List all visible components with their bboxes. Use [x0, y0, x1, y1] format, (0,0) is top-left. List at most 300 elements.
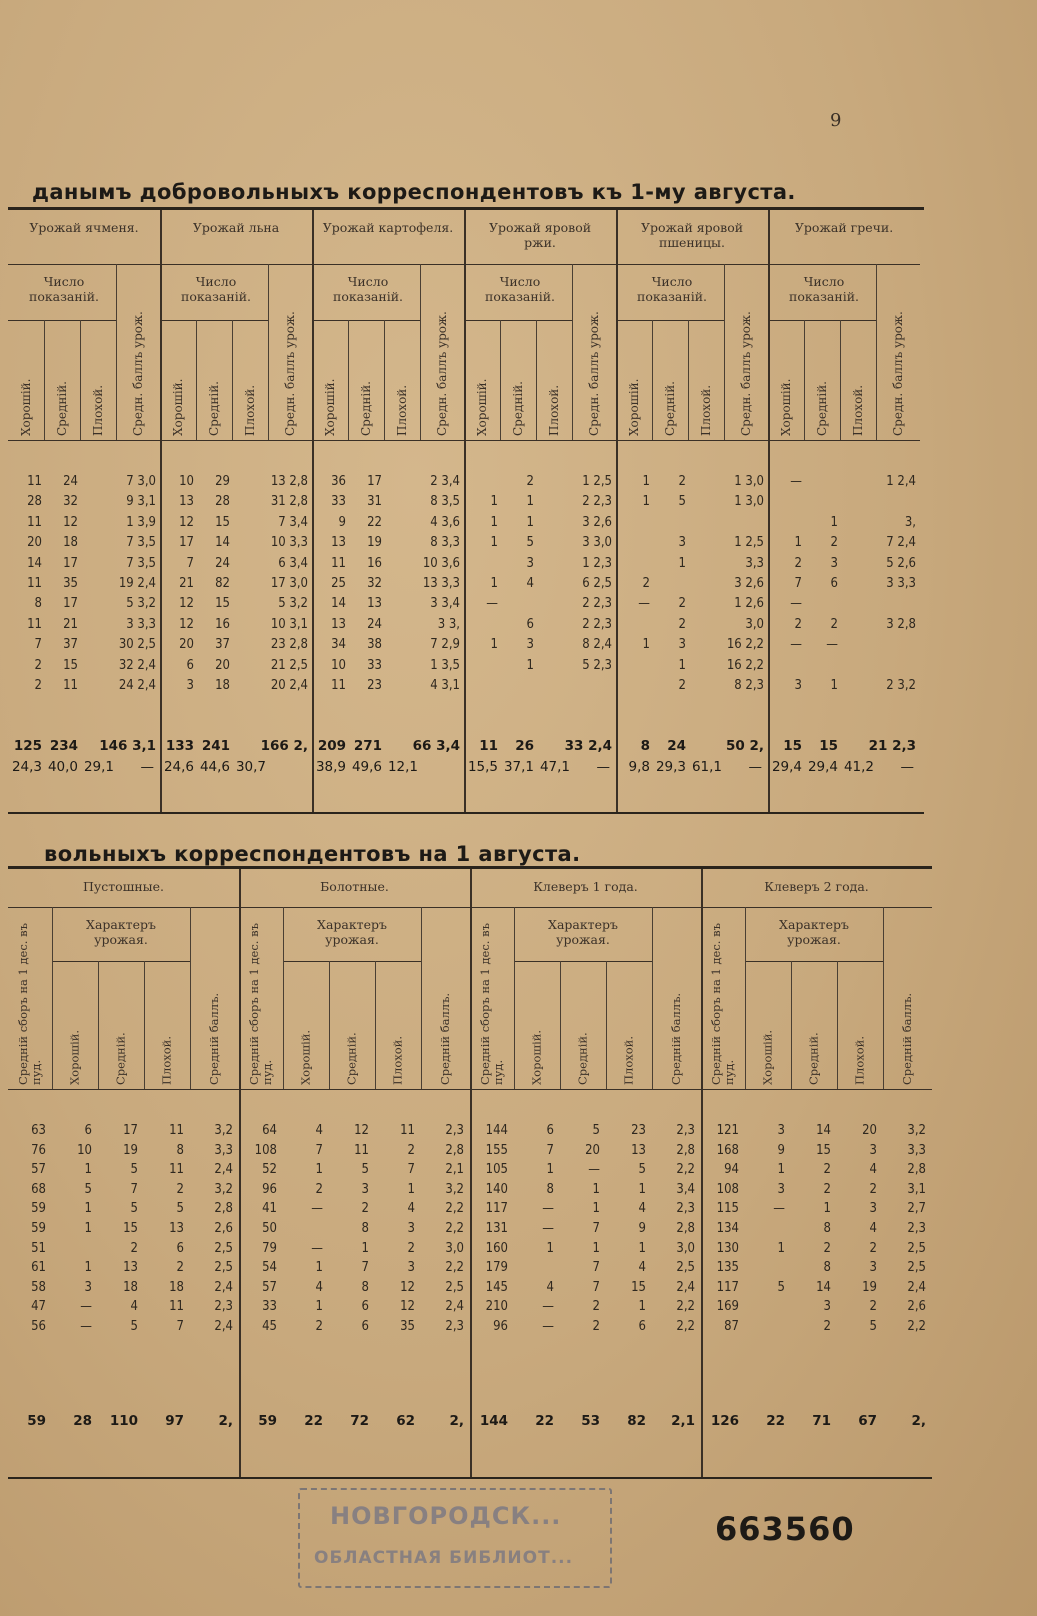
data-cell: 54 [262, 1260, 277, 1276]
data-cell: 5 2,6 [886, 555, 916, 571]
data-column [837, 1123, 877, 1339]
column-divider [536, 320, 537, 440]
sub-label: Число показаній. [484, 274, 556, 304]
data-cell: 11 [27, 616, 42, 632]
total-cell: 144 [479, 1413, 508, 1429]
total-cell: 71 [812, 1413, 831, 1429]
total-cell: 110 [109, 1413, 138, 1429]
data-cell: 3 3,3 [126, 616, 156, 632]
column-divider [52, 907, 53, 1089]
crop-group-5 [768, 210, 920, 812]
data-cell: 7 [794, 575, 802, 591]
data-cell: 21 [179, 575, 194, 591]
data-cell: 115 [716, 1201, 739, 1217]
data-cell: 5 [176, 1201, 184, 1217]
data-cell: 20 [585, 1142, 600, 1158]
data-cell: — [542, 1299, 554, 1315]
data-cell: 6 [638, 1318, 646, 1334]
column-divider [500, 320, 501, 440]
data-cell: 1 [642, 637, 650, 653]
data-cell: 1 [526, 657, 534, 673]
data-cell: 2,3 [907, 1220, 926, 1236]
data-cell: 23 [367, 677, 382, 693]
data-column [160, 474, 194, 698]
header-rule [701, 907, 932, 908]
data-cell: 82 [215, 575, 230, 591]
column-header: Хорошій. [19, 378, 33, 436]
stamp-line-1: НОВГОРОДСК... [330, 1502, 562, 1530]
data-cell: 2,5 [676, 1260, 695, 1276]
data-cell: 3 2,8 [886, 616, 916, 632]
data-cell: 17 [63, 596, 78, 612]
data-cell: 121 [716, 1123, 739, 1138]
data-cell: 1 [642, 474, 650, 489]
data-column [768, 474, 802, 698]
data-cell: 2 [592, 1299, 600, 1315]
data-cell: 210 [485, 1299, 508, 1315]
data-cell: 19 [367, 535, 382, 551]
column-header: Хорошій. [323, 378, 337, 436]
data-cell: 30 2,5 [118, 637, 156, 653]
data-cell: 3 3,0 [582, 535, 612, 551]
data-cell: 2 [34, 677, 42, 693]
column-divider [144, 961, 145, 1089]
data-cell: 5 3,2 [126, 596, 156, 612]
data-cell: 130 [716, 1240, 739, 1256]
data-cell: 13 [169, 1220, 184, 1236]
total-cell: 234 [49, 738, 78, 754]
data-cell: 1 [361, 1240, 369, 1256]
data-cell: 2,5 [214, 1260, 233, 1276]
data-cell: 87 [724, 1318, 739, 1334]
data-cell: 7 [315, 1142, 323, 1158]
column-divider [329, 961, 330, 1089]
data-cell: 14 [816, 1279, 831, 1295]
data-cell: 2,3 [676, 1201, 695, 1217]
data-cell: 3,4 [676, 1181, 695, 1197]
data-cell: 31 [367, 494, 382, 510]
data-cell: 1 [638, 1181, 646, 1197]
data-cell: 9 [777, 1142, 785, 1158]
data-cell: 2,4 [214, 1279, 233, 1295]
data-cell: 8 [34, 596, 42, 612]
column-divider [116, 264, 117, 440]
sub-rule [160, 320, 268, 321]
data-cell: 7 [592, 1220, 600, 1236]
total-cell: 67 [858, 1413, 877, 1429]
data-cell: 1 [823, 1201, 831, 1217]
column-header: Плохой. [852, 1036, 867, 1085]
data-cell: 7 2,9 [430, 637, 460, 653]
column-divider [876, 264, 877, 440]
data-cell: 168 [716, 1142, 739, 1158]
total-cell: 22 [304, 1413, 323, 1429]
data-column [421, 1123, 464, 1339]
total-cell: 50 2, [725, 738, 764, 754]
data-cell: 2 [315, 1318, 323, 1334]
data-cell: — [773, 1201, 785, 1217]
data-cell: 15 [123, 1220, 138, 1236]
data-cell: 21 2,5 [270, 657, 308, 673]
data-cell: 2,7 [907, 1201, 926, 1217]
data-cell: 76 [31, 1142, 46, 1158]
crop-group-3 [464, 210, 616, 812]
total-cell: 21 2,3 [868, 738, 916, 754]
data-cell: 5 [869, 1318, 877, 1334]
percent-cell: 29,3 [655, 759, 686, 775]
data-cell: 2,2 [445, 1260, 464, 1276]
percent-cell: 47,1 [539, 759, 570, 775]
data-cell: 12 [179, 596, 194, 612]
data-cell: 3 [869, 1142, 877, 1158]
column-divider [421, 907, 422, 1089]
data-column [44, 474, 78, 698]
data-column [688, 474, 764, 698]
total-cell: 59 [27, 1413, 46, 1429]
data-cell: — [638, 596, 650, 612]
column-header: Средн. баллъ урож. [131, 311, 145, 436]
data-cell: 18 [169, 1279, 184, 1295]
data-cell: 2,4 [214, 1162, 233, 1178]
data-cell: 16 2,2 [726, 657, 764, 673]
data-cell: 64 [262, 1123, 277, 1138]
data-cell: 3 [830, 555, 838, 571]
header-bottom-rule [464, 440, 616, 441]
data-cell: 5 [84, 1181, 92, 1197]
data-cell: 11 [27, 514, 42, 530]
column-divider [232, 320, 233, 440]
data-cell: 16 [215, 616, 230, 632]
data-cell: 6 [546, 1123, 554, 1138]
data-cell: 2 [678, 474, 686, 489]
column-divider [375, 961, 376, 1089]
data-cell: 56 [31, 1318, 46, 1334]
data-cell: 13 3,3 [422, 575, 460, 591]
header-rule [8, 907, 239, 908]
data-cell: 79 [262, 1240, 277, 1256]
data-cell: 11 [169, 1123, 184, 1138]
data-cell: 1 3,5 [430, 657, 460, 673]
column-header: Средн. баллъ урож. [587, 311, 601, 436]
data-cell: 3 [869, 1260, 877, 1276]
header-rule [312, 264, 464, 265]
data-cell: 15 [631, 1279, 646, 1295]
data-cell: 59 [31, 1201, 46, 1217]
data-cell: 17 [123, 1123, 138, 1138]
data-cell: 94 [724, 1162, 739, 1178]
data-cell: 8 2,3 [734, 677, 764, 693]
data-cell: 5 [130, 1201, 138, 1217]
data-cell: 160 [485, 1240, 508, 1256]
data-cell: 14 [331, 596, 346, 612]
page-number: 9 [830, 110, 842, 131]
data-cell: 3 [777, 1181, 785, 1197]
data-cell: 17 [367, 474, 382, 489]
data-column [232, 474, 308, 698]
data-cell: 8 [546, 1181, 554, 1197]
data-cell: 33 [331, 494, 346, 510]
data-cell: — [790, 474, 802, 489]
data-cell: 11 [169, 1162, 184, 1178]
total-cell: 271 [353, 738, 382, 754]
column-header: Средній. [663, 380, 677, 436]
header-bottom-rule [160, 440, 312, 441]
column-header: Средній сборъ на 1 дес. въ пуд. [16, 923, 43, 1085]
data-cell: 7 [186, 555, 194, 571]
data-cell: 108 [254, 1142, 277, 1158]
column-divider [883, 907, 884, 1089]
sub-label: Характеръ урожая. [548, 917, 618, 947]
data-cell: 1 [315, 1260, 323, 1276]
data-cell: 16 [367, 555, 382, 571]
percent-cell: 38,9 [315, 759, 346, 775]
data-cell: 24 [63, 474, 78, 489]
data-column [616, 474, 650, 698]
data-column [500, 474, 534, 698]
data-cell: 13 [331, 535, 346, 551]
data-cell: 25 [331, 575, 346, 591]
data-cell: 15 [215, 596, 230, 612]
data-cell: 2 [823, 1318, 831, 1334]
data-cell: 1 [526, 494, 534, 510]
data-cell: 20 [179, 637, 194, 653]
data-cell: 3,3 [214, 1142, 233, 1158]
data-cell: 1 [490, 637, 498, 653]
data-cell: 96 [493, 1318, 508, 1334]
data-cell: 2 [794, 555, 802, 571]
data-cell: 3 3, [437, 616, 460, 632]
data-cell: — [790, 637, 802, 653]
data-cell: 3,3 [745, 555, 764, 571]
data-cell: 13 [367, 596, 382, 612]
data-cell: 3 [407, 1260, 415, 1276]
data-cell: 2 [130, 1240, 138, 1256]
data-cell: 4 3,6 [430, 514, 460, 530]
data-cell: 20 2,4 [270, 677, 308, 693]
column-divider [652, 320, 653, 440]
sub-rule [8, 320, 116, 321]
group-title: Урожай льна [192, 220, 280, 235]
percent-cell: 24,3 [11, 759, 42, 775]
data-cell: 7 [592, 1279, 600, 1295]
data-cell: — [80, 1299, 92, 1315]
data-cell: 2 [869, 1299, 877, 1315]
data-cell: 6 [830, 575, 838, 591]
data-cell: 8 [176, 1142, 184, 1158]
data-cell: 2 [830, 535, 838, 551]
data-cell: 1 [84, 1201, 92, 1217]
total-cell: 15 [819, 738, 838, 754]
data-cell: 29 [215, 474, 230, 489]
column-header: Средн. баллъ урож. [739, 311, 753, 436]
data-column [652, 474, 686, 698]
percent-cell: 37,1 [503, 759, 534, 775]
column-divider [348, 320, 349, 440]
column-header: Плохой. [243, 384, 257, 436]
data-cell: 1 [526, 514, 534, 530]
data-cell: 145 [485, 1279, 508, 1295]
group-title: Урожай ячменя. [29, 220, 139, 235]
data-cell: 10 3,1 [270, 616, 308, 632]
data-cell: 23 [631, 1123, 646, 1138]
data-cell: 11 [354, 1142, 369, 1158]
data-cell: 117 [485, 1201, 508, 1217]
total-cell: 126 [710, 1413, 739, 1429]
data-cell: 23 2,8 [270, 637, 308, 653]
table2-title: вольныхъ корреспондентовъ на 1 августа. [44, 842, 581, 866]
data-cell: 1 [84, 1162, 92, 1178]
column-header: Плохой. [851, 384, 865, 436]
data-cell: 2 2,3 [582, 596, 612, 612]
column-header: Средній. [55, 380, 69, 436]
data-cell: 37 [63, 637, 78, 653]
column-divider [44, 320, 45, 440]
data-cell: — [790, 596, 802, 612]
data-cell: 2,5 [445, 1279, 464, 1295]
column-header: Хорошій. [171, 378, 185, 436]
data-cell: 1 3,0 [734, 494, 764, 510]
data-cell: 6 [526, 616, 534, 632]
data-cell: — [311, 1240, 323, 1256]
data-cell: — [80, 1318, 92, 1334]
data-cell: 2,2 [907, 1318, 926, 1334]
data-cell: 7 3,5 [126, 535, 156, 551]
data-column [348, 474, 382, 698]
data-cell: 12 [354, 1123, 369, 1138]
sub-rule [283, 961, 421, 962]
data-cell: 1 [830, 514, 838, 530]
total-cell: 62 [396, 1413, 415, 1429]
data-cell: 5 [526, 535, 534, 551]
data-cell: 16 2,2 [726, 637, 764, 653]
data-cell: 4 [638, 1260, 646, 1276]
data-cell: 7 3,5 [126, 555, 156, 571]
percent-cell: 12,1 [387, 759, 418, 775]
header-bottom-rule [8, 440, 160, 441]
data-cell: 19 2,4 [118, 575, 156, 591]
data-cell: 11 [400, 1123, 415, 1138]
data-cell: 21 [63, 616, 78, 632]
total-cell: 22 [766, 1413, 785, 1429]
data-column [375, 1123, 415, 1339]
data-cell: 2,5 [907, 1260, 926, 1276]
data-cell: 5 3,2 [278, 596, 308, 612]
data-cell: 6 [186, 657, 194, 673]
data-cell: 13 [331, 616, 346, 632]
data-cell: 7 [592, 1260, 600, 1276]
sub-label: Характеръ урожая. [86, 917, 156, 947]
percent-cell: 44,6 [199, 759, 230, 775]
data-cell: 2,5 [907, 1240, 926, 1256]
group-title: Болотные. [320, 879, 389, 894]
data-cell: 96 [262, 1181, 277, 1197]
data-cell: 11 [331, 555, 346, 571]
data-cell: 7 [361, 1260, 369, 1276]
data-cell: 1 2,5 [734, 535, 764, 551]
data-cell: 2 [678, 596, 686, 612]
column-header: Средній. [575, 1032, 590, 1085]
sub-rule [616, 320, 724, 321]
data-cell: 3 [84, 1279, 92, 1295]
data-cell: 4 [315, 1279, 323, 1295]
column-header: Средн. баллъ урож. [435, 311, 449, 436]
data-column [514, 1123, 554, 1339]
data-cell: 5 [592, 1123, 600, 1138]
data-cell: 1 [678, 555, 686, 571]
data-cell: 3 [869, 1201, 877, 1217]
data-cell: 11 [27, 474, 42, 489]
data-cell: 12 [179, 514, 194, 530]
data-cell: 6 2,5 [582, 575, 612, 591]
data-cell: 2,3 [445, 1123, 464, 1138]
harvest-table-1 [8, 207, 924, 814]
data-cell: 3,3 [907, 1142, 926, 1158]
sub-rule [768, 320, 876, 321]
data-cell: 1 [592, 1240, 600, 1256]
data-cell: 35 [400, 1318, 415, 1334]
data-cell: 59 [31, 1220, 46, 1236]
data-cell: 7 [407, 1162, 415, 1178]
data-column [80, 474, 156, 698]
data-cell: 12 [179, 616, 194, 632]
data-cell: 41 [262, 1201, 277, 1217]
data-cell: 155 [485, 1142, 508, 1158]
data-column [329, 1123, 369, 1339]
data-column [196, 474, 230, 698]
total-cell: 2,1 [671, 1413, 695, 1429]
data-cell: 3 [678, 535, 686, 551]
data-cell: 1 [546, 1162, 554, 1178]
column-header: Хорошій. [298, 1029, 313, 1085]
data-cell: 6 [84, 1123, 92, 1138]
data-cell: 3 [361, 1181, 369, 1197]
data-column [8, 1123, 46, 1339]
data-cell: 2 3,4 [430, 474, 460, 489]
data-cell: 14 [27, 555, 42, 571]
data-cell: 47 [31, 1299, 46, 1315]
data-cell: 1 [638, 1299, 646, 1315]
total-cell: 8 [640, 738, 650, 754]
harvest-table-2 [8, 866, 932, 1479]
data-column [384, 474, 460, 698]
data-cell: 2 2,3 [582, 616, 612, 632]
data-cell: 28 [27, 494, 42, 510]
column-header: Хорошій. [529, 1029, 544, 1085]
column-header: Средн. баллъ урож. [891, 311, 905, 436]
column-divider [724, 264, 725, 440]
group-title: Урожай яровой пшеницы. [640, 220, 744, 250]
data-cell: 2,3 [676, 1123, 695, 1138]
data-column [791, 1123, 831, 1339]
data-column [745, 1123, 785, 1339]
data-cell: 13 [631, 1142, 646, 1158]
data-cell: 1 [642, 494, 650, 510]
header-rule [768, 264, 920, 265]
data-cell: 20 [27, 535, 42, 551]
data-cell: 8 3,3 [430, 535, 460, 551]
stamp-line-2: ОБЛАСТНАЯ БИБЛИОТ... [314, 1548, 574, 1568]
sub-rule [312, 320, 420, 321]
column-header: Плохой. [91, 384, 105, 436]
column-divider [652, 907, 653, 1089]
data-column [8, 474, 42, 698]
total-cell: 66 3,4 [412, 738, 460, 754]
header-bottom-rule [8, 1089, 239, 1090]
data-cell: 1 3,0 [734, 474, 764, 489]
percent-cell: 30,7 [235, 759, 266, 775]
data-cell: 2,4 [214, 1318, 233, 1334]
data-cell: 10 [331, 657, 346, 673]
